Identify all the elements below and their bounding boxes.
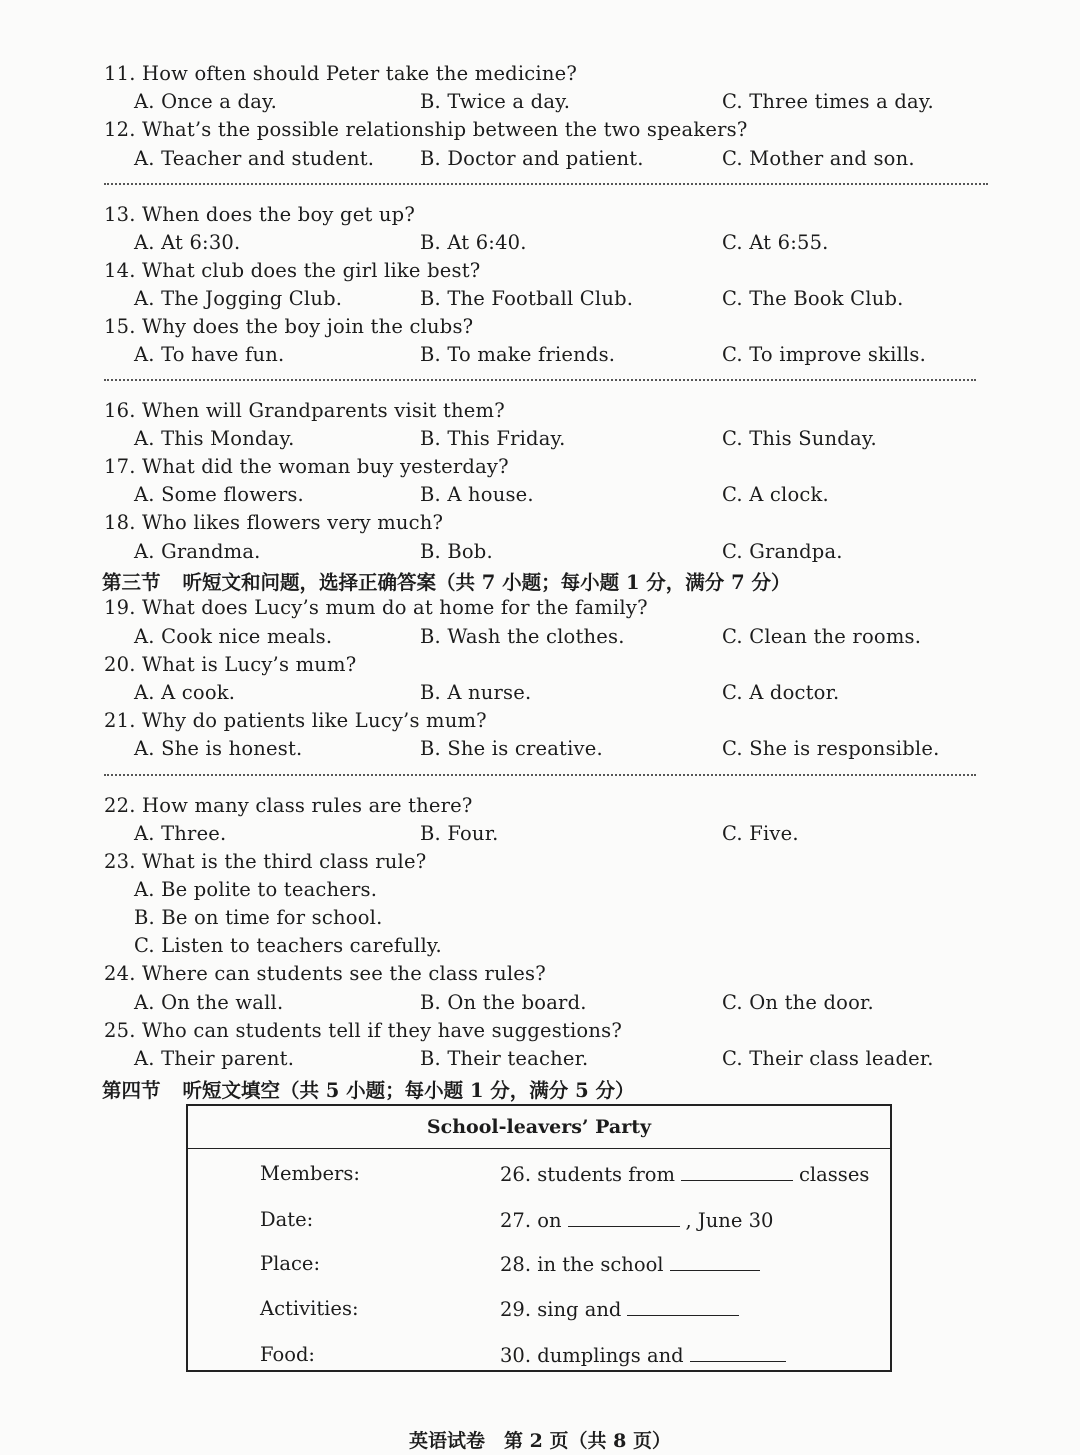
table-label-place: Place: (260, 1252, 321, 1275)
table-label-activities: Activities: (260, 1297, 359, 1320)
answer-blank-30[interactable] (690, 1343, 786, 1362)
option-11c: C. Three times a day. (722, 90, 934, 113)
party-info-table (186, 1104, 892, 1372)
question-25: 25. Who can students tell if they have suggestions? (104, 1019, 622, 1042)
option-21b: B. She is creative. (420, 737, 603, 760)
option-17b: B. A house. (420, 483, 534, 506)
option-16b: B. This Friday. (420, 427, 566, 450)
question-14: 14. What club does the girl like best? (104, 259, 481, 282)
option-14a: A. The Jogging Club. (134, 287, 343, 310)
dotted-divider (104, 183, 988, 185)
table-title: School-leavers’ Party (426, 1116, 652, 1138)
option-18b: B. Bob. (420, 540, 493, 563)
option-23b: B. Be on time for school. (134, 906, 383, 929)
option-21c: C. She is responsible. (722, 737, 940, 760)
option-22a: A. Three. (134, 822, 227, 845)
option-17c: C. A clock. (722, 483, 829, 506)
option-23c: C. Listen to teachers carefully. (134, 934, 442, 957)
answer-blank-29[interactable] (627, 1297, 739, 1316)
dotted-divider (104, 379, 976, 381)
option-13a: A. At 6:30. (134, 231, 241, 254)
section-3-number: 第三节 (102, 571, 161, 594)
option-19c: C. Clean the rooms. (722, 625, 922, 648)
option-24c: C. On the door. (722, 991, 874, 1014)
item-29-text: 29. sing and (500, 1298, 622, 1321)
option-11a: A. Once a day. (134, 90, 278, 113)
item-27-text: 27. on (500, 1209, 562, 1232)
table-label-food: Food: (260, 1343, 315, 1366)
question-23: 23. What is the third class rule? (104, 850, 427, 873)
question-13: 13. When does the boy get up? (104, 203, 416, 226)
option-23a: A. Be polite to teachers. (134, 878, 378, 901)
section-3-title: 听短文和问题，选择正确答案（共 7 小题；每小题 1 分，满分 7 分） (182, 571, 791, 594)
option-24b: B. On the board. (420, 991, 587, 1014)
table-item-29 (500, 1297, 745, 1321)
question-24: 24. Where can students see the class rules? (104, 962, 546, 985)
item-26-suffix: classes (799, 1163, 870, 1186)
answer-blank-28[interactable] (670, 1252, 760, 1271)
option-21a: A. She is honest. (134, 737, 303, 760)
question-17: 17. What did the woman buy yesterday? (104, 455, 509, 478)
question-20: 20. What is Lucy’s mum? (104, 653, 357, 676)
option-15a: A. To have fun. (134, 343, 285, 366)
item-26-text: 26. students from (500, 1163, 676, 1186)
option-17a: A. Some flowers. (134, 483, 304, 506)
option-16a: A. This Monday. (134, 427, 295, 450)
table-label-members: Members: (260, 1162, 360, 1185)
option-18a: A. Grandma. (134, 540, 261, 563)
table-item-30 (500, 1343, 792, 1367)
section-4-number: 第四节 (102, 1079, 161, 1102)
option-14c: C. The Book Club. (722, 287, 904, 310)
option-12b: B. Doctor and patient. (420, 147, 644, 170)
option-22b: B. Four. (420, 822, 499, 845)
option-11b: B. Twice a day. (420, 90, 571, 113)
section-4-heading (102, 1075, 634, 1103)
option-12c: C. Mother and son. (722, 147, 915, 170)
answer-blank-26[interactable] (681, 1162, 793, 1181)
option-12a: A. Teacher and student. (134, 147, 375, 170)
table-header-rule (188, 1148, 890, 1149)
option-15c: C. To improve skills. (722, 343, 927, 366)
option-20a: A. A cook. (134, 681, 236, 704)
option-25c: C. Their class leader. (722, 1047, 934, 1070)
item-28-text: 28. in the school (500, 1253, 664, 1276)
question-21: 21. Why do patients like Lucy’s mum? (104, 709, 487, 732)
question-15: 15. Why does the boy join the clubs? (104, 315, 474, 338)
option-13b: B. At 6:40. (420, 231, 527, 254)
section-4-title: 听短文填空（共 5 小题；每小题 1 分，满分 5 分） (182, 1079, 635, 1102)
page-footer: 英语试卷 第 2 页（共 8 页） (409, 1430, 671, 1452)
question-22: 22. How many class rules are there? (104, 794, 473, 817)
question-18: 18. Who likes flowers very much? (104, 511, 444, 534)
question-16: 16. When will Grandparents visit them? (104, 399, 505, 422)
option-19b: B. Wash the clothes. (420, 625, 625, 648)
option-16c: C. This Sunday. (722, 427, 877, 450)
option-25a: A. Their parent. (134, 1047, 295, 1070)
option-25b: B. Their teacher. (420, 1047, 589, 1070)
section-3-heading (102, 567, 790, 595)
option-20c: C. A doctor. (722, 681, 840, 704)
option-22c: C. Five. (722, 822, 799, 845)
item-30-text: 30. dumplings and (500, 1344, 684, 1367)
table-item-28 (500, 1252, 766, 1276)
answer-blank-27[interactable] (568, 1208, 680, 1227)
option-19a: A. Cook nice meals. (134, 625, 333, 648)
option-14b: B. The Football Club. (420, 287, 634, 310)
option-24a: A. On the wall. (134, 991, 284, 1014)
item-27-suffix: , June 30 (685, 1209, 774, 1232)
table-item-26 (500, 1162, 869, 1186)
option-18c: C. Grandpa. (722, 540, 843, 563)
question-12: 12. What’s the possible relationship between the two speakers? (104, 118, 748, 141)
dotted-divider (104, 774, 976, 776)
table-label-date: Date: (260, 1208, 314, 1231)
question-19: 19. What does Lucy’s mum do at home for the family? (104, 596, 648, 619)
table-item-27 (500, 1208, 773, 1232)
option-13c: C. At 6:55. (722, 231, 829, 254)
option-20b: B. A nurse. (420, 681, 532, 704)
option-15b: B. To make friends. (420, 343, 616, 366)
question-11: 11. How often should Peter take the medicine? (104, 62, 578, 85)
